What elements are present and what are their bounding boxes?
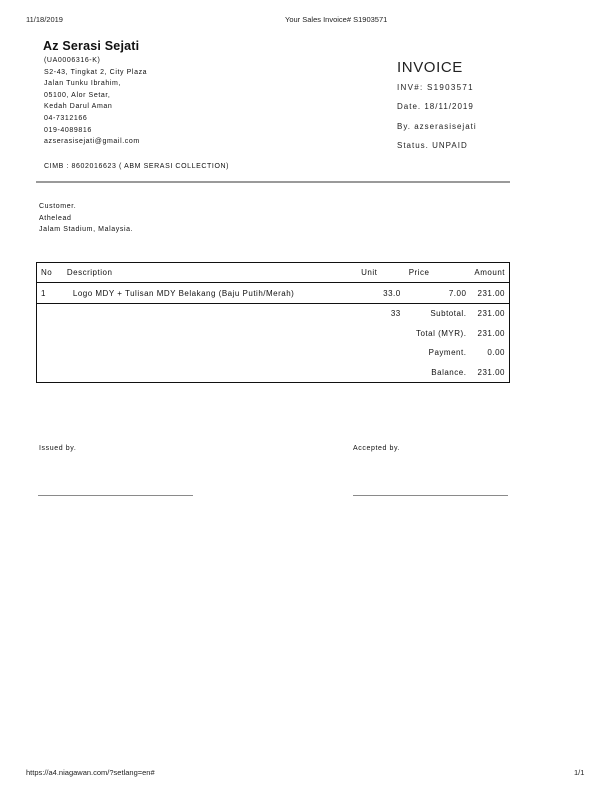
- summary-row-payment: [37, 343, 510, 363]
- business-email: azserasisejati@gmail.com: [44, 138, 140, 146]
- items-table: [36, 262, 510, 383]
- invoice-title: INVOICE: [397, 59, 463, 76]
- accepted-signature-line: [353, 495, 508, 496]
- summary-value: 231.00: [477, 367, 505, 377]
- summary-value: 231.00: [477, 309, 505, 319]
- header-divider: [36, 181, 510, 183]
- item-description: Logo MDY + Tulisan MDY Belakang (Baju Putih/Merah): [63, 283, 357, 304]
- business-address-line: S2-43, Tingkat 2, City Plaza: [44, 68, 148, 76]
- business-address-block: [44, 55, 147, 148]
- table-row: [37, 283, 510, 304]
- summary-label: Total (MYR).: [415, 328, 467, 338]
- bank-account: CIMB : 8602016623 ( ABM SERASI COLLECTION): [44, 163, 230, 170]
- invoice-number: INV#: S1903571: [397, 83, 474, 92]
- summary-row-subtotal: [37, 304, 510, 324]
- invoice-status: Status. UNPAID: [397, 141, 468, 150]
- total-units: 33: [390, 309, 401, 319]
- business-address-line: Kedah Darul Aman: [44, 103, 113, 111]
- business-address-line: Jalan Tunku Ibrahim,: [44, 80, 121, 88]
- business-address-line: 05100, Alor Setar,: [44, 91, 111, 99]
- summary-row-balance: [37, 363, 510, 383]
- print-url: https://a4.niagawan.com/?setlang=en#: [26, 768, 155, 777]
- col-header-no: No: [37, 263, 63, 283]
- summary-label: Balance.: [431, 367, 467, 377]
- col-header-amount: Amount: [470, 263, 509, 283]
- invoice-date: Date. 18/11/2019: [397, 102, 474, 111]
- accepted-by-label: Accepted by.: [353, 445, 401, 452]
- item-unit: 33.0: [357, 283, 405, 304]
- business-registration: (UA0006316-K): [44, 57, 101, 64]
- summary-value: 0.00: [487, 348, 505, 358]
- customer-name: Athelead: [39, 214, 72, 222]
- business-mobile: 019-4089816: [44, 126, 92, 134]
- print-title: Your Sales Invoice# S1903571: [285, 15, 388, 24]
- business-name: Az Serasi Sejati: [43, 39, 140, 53]
- col-header-unit: Unit: [357, 263, 405, 283]
- print-page-number: 1/1: [574, 768, 585, 777]
- col-header-price: Price: [405, 263, 471, 283]
- summary-value: 231.00: [477, 328, 505, 338]
- issued-signature-line: [38, 495, 193, 496]
- item-no: 1: [37, 283, 63, 304]
- item-amount: 231.00: [470, 283, 509, 304]
- invoice-issuer: By. azserasisejati: [397, 122, 477, 131]
- customer-label: Customer.: [39, 203, 77, 210]
- issued-by-label: Issued by.: [39, 445, 77, 452]
- item-price: 7.00: [405, 283, 471, 304]
- business-phone: 04-7312166: [44, 114, 88, 122]
- summary-row-total: [37, 324, 510, 344]
- table-header-row: [37, 263, 510, 283]
- summary-label: Subtotal.: [430, 309, 467, 319]
- print-date: 11/18/2019: [26, 15, 63, 24]
- summary-label: Payment.: [428, 348, 467, 358]
- customer-block: [39, 201, 133, 236]
- col-header-description: Description: [63, 263, 357, 283]
- customer-address: Jalam Stadium, Malaysia.: [39, 226, 134, 234]
